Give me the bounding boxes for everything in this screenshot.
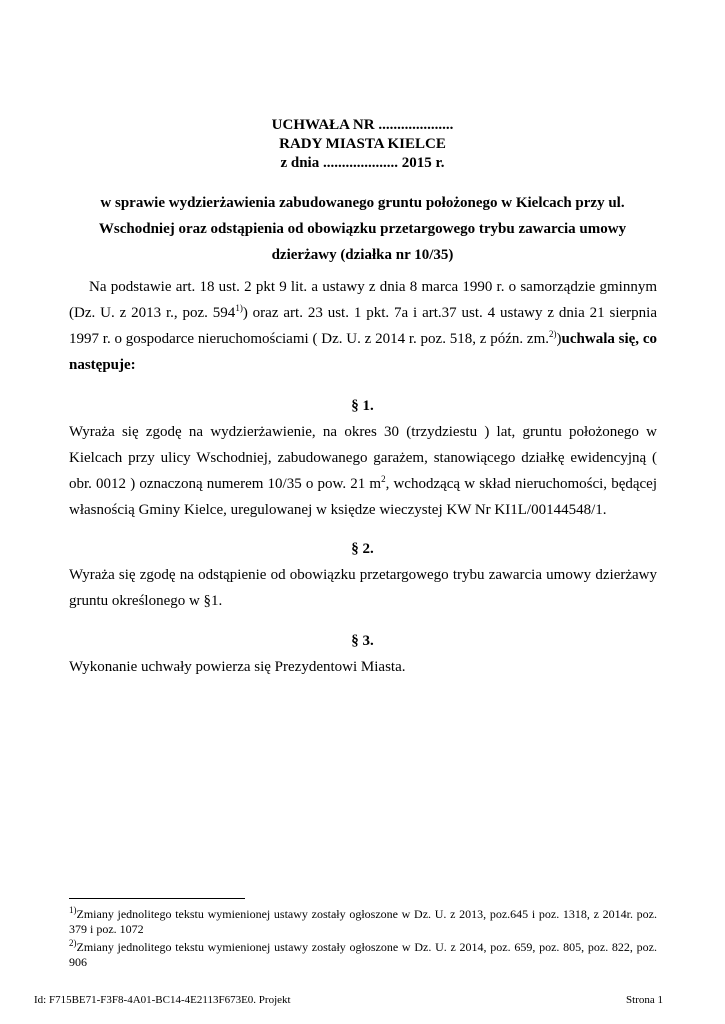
preamble-text-1: Na podstawie art. 18 ust. 2 pkt 9 lit. a ustawy z dnia 8 marca 1990 r. o samorządzie gminnym (Dz. U. z 2013 r., poz. 594 xyxy=(69,279,657,321)
section-2-heading: § 2. xyxy=(351,541,374,557)
footnote-text-1: Zmiany jednolitego tekstu wymienionej ustawy zostały ogłoszone w Dz. U. z 2013, poz.645 i poz. 1318, z 2014r. poz. 379 i poz. 1072 xyxy=(69,907,657,936)
footnotes xyxy=(69,907,657,973)
section-1-text-2: , wchodzącą w skład nieruchomości, będącej własnością Gminy Kielce, uregulowanej w księdze wieczystej KW Nr KI1L/00144548/1. xyxy=(69,476,657,518)
footnote-marker-2: 2) xyxy=(69,938,77,948)
area-unit-superscript: 2 xyxy=(381,474,386,484)
section-1-heading: § 1. xyxy=(351,398,374,414)
footnote-ref-2: 2) xyxy=(549,329,557,339)
section-3-body: Wykonanie uchwały powierza się Prezydentowi Miasta. xyxy=(69,659,406,675)
resolution-number: UCHWAŁA NR .................... xyxy=(271,117,454,133)
section-3-heading: § 3. xyxy=(351,633,374,649)
footnote-text-2: Zmiany jednolitego tekstu wymienionej ustawy zostały ogłoszone w Dz. U. z 2014, poz. 659, poz. 805, poz. 822, poz. 906 xyxy=(69,940,657,969)
preamble-text-3: ) xyxy=(556,331,562,347)
section-2-body: Wyraża się zgodę na odstąpienie od obowiązku przetargowego trybu zawarcia umowy dzierżawy gruntu określonego w §1. xyxy=(69,567,657,609)
resolution-header xyxy=(0,116,725,173)
resolution-date: z dnia .................... 2015 r. xyxy=(280,155,445,171)
resolution-subject: w sprawie wydzierżawienia zabudowanego gruntu położonego w Kielcach przy ul. Wschodniej oraz odstąpienia od obowiązku przetargowego trybu zawarcia umowy dzierżawy (działka nr 10/35) xyxy=(98,195,627,263)
council-name: RADY MIASTA KIELCE xyxy=(279,136,446,152)
document-id: Id: F715BE71-F3F8-4A01-BC14-4E2113F673E0. Projekt xyxy=(34,994,291,1006)
footnote-1 xyxy=(69,907,657,937)
page-number: Strona 1 xyxy=(626,994,663,1006)
footnote-ref-1: 1) xyxy=(235,303,243,313)
footnote-marker-1: 1) xyxy=(69,905,77,915)
section-1-body xyxy=(69,419,657,523)
section-1-text-1: Wyraża się zgodę na wydzierżawienie, na okres 30 (trzydziestu ) lat, gruntu położonego w Kielcach przy ulicy Wschodniej, zabudowanego garażem, stanowiącego działkę ewidencyjną ( obr. 0012 ) oznaczoną numerem 10/35 o pow. 21 m xyxy=(69,424,657,492)
preamble-text-2: ) oraz art. 23 ust. 1 pkt. 7a i art.37 ust. 4 ustawy z dnia 21 sierpnia 1997 r. o gospodarce nieruchomościami ( Dz. U. z 2014 r. poz. 518, z późn. zm. xyxy=(69,305,657,347)
preamble-paragraph xyxy=(69,274,657,378)
footnote-2 xyxy=(69,940,657,970)
preamble-enacting-clause: uchwala się, co następuje: xyxy=(69,331,657,373)
footnote-separator xyxy=(69,898,245,899)
